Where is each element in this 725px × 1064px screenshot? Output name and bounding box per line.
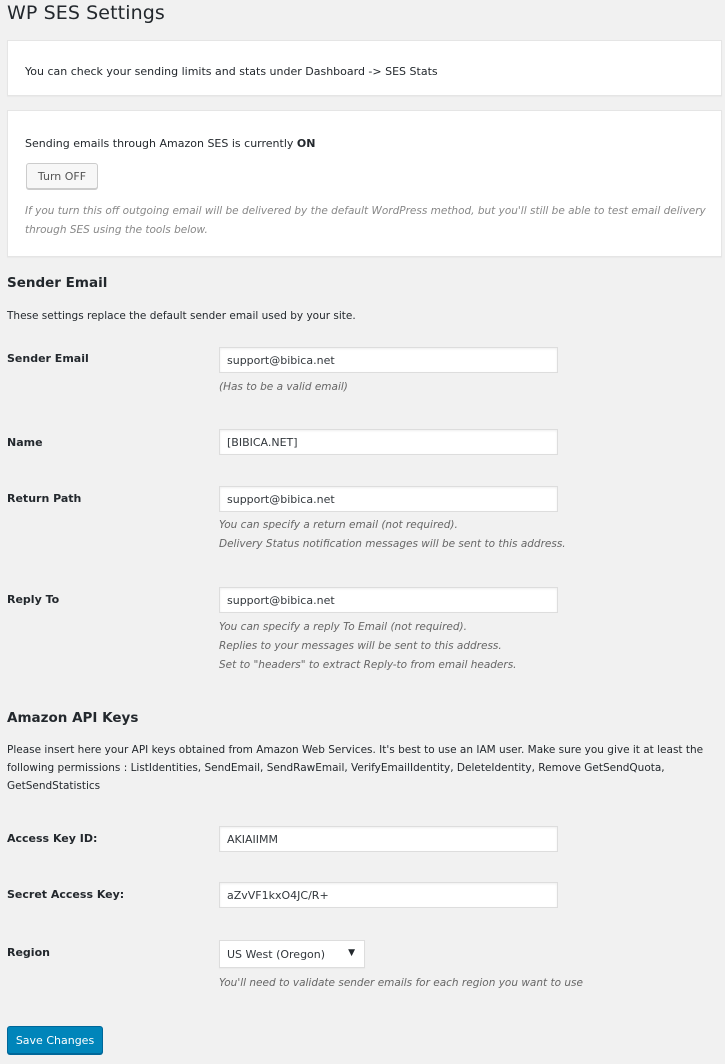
name-label: Name bbox=[7, 436, 43, 449]
status-state: ON bbox=[296, 137, 316, 150]
reply-to-help-line: Set to "headers" to extract Reply-to from email headers. bbox=[219, 659, 517, 671]
reply-to-input[interactable] bbox=[219, 587, 558, 613]
stats-notice bbox=[7, 40, 722, 96]
page-title: WP SES Settings bbox=[7, 2, 165, 24]
status-prefix: Sending emails through Amazon SES is currently bbox=[25, 137, 297, 150]
stats-notice-text: You can check your sending limits and stats under Dashboard -> SES Stats bbox=[25, 65, 438, 78]
reply-to-help bbox=[219, 618, 517, 675]
sender-email-label: Sender Email bbox=[7, 352, 89, 365]
reply-to-help-line: You can specify a reply To Email (not required). bbox=[219, 621, 467, 633]
amazon-api-keys-heading: Amazon API Keys bbox=[7, 710, 139, 726]
return-path-help-line: You can specify a return email (not required). bbox=[219, 519, 458, 531]
status-panel bbox=[7, 110, 722, 257]
region-label: Region bbox=[7, 946, 50, 959]
return-path-help bbox=[219, 516, 566, 554]
save-changes-button[interactable]: Save Changes bbox=[7, 1026, 103, 1054]
return-path-input[interactable] bbox=[219, 486, 558, 512]
reply-to-label: Reply To bbox=[7, 593, 60, 606]
secret-key-label: Secret Access Key: bbox=[7, 888, 125, 901]
access-key-label: Access Key ID: bbox=[7, 832, 98, 845]
region-help: You'll need to validate sender emails for each region you want to use bbox=[219, 977, 583, 989]
status-text bbox=[25, 137, 315, 150]
sender-email-help: (Has to be a valid email) bbox=[219, 381, 348, 393]
turn-off-button[interactable]: Turn OFF bbox=[26, 163, 98, 189]
status-description: If you turn this off outgoing email will be delivered by the default WordPress method, but you'll still be able to test email delivery through SES using the tools below. bbox=[25, 205, 706, 236]
sender-email-description: These settings replace the default sender email used by your site. bbox=[7, 310, 356, 322]
sender-email-heading: Sender Email bbox=[7, 275, 108, 291]
access-key-input[interactable] bbox=[219, 826, 558, 852]
return-path-help-line: Delivery Status notification messages will be sent to this address. bbox=[219, 538, 566, 550]
return-path-label: Return Path bbox=[7, 492, 82, 505]
sender-email-input[interactable] bbox=[219, 347, 558, 373]
region-select[interactable] bbox=[219, 940, 365, 968]
reply-to-help-line: Replies to your messages will be sent to this address. bbox=[219, 640, 502, 652]
amazon-api-keys-description: Please insert here your API keys obtained from Amazon Web Services. It's best to use an IAM user. Make sure you give it at least the following permissions : ListIdentities, SendEmail, SendRawEmail, VerifyEmailIdentity, DeleteIdentity, Remove GetSendQuota, GetSendStatistics bbox=[7, 744, 704, 792]
secret-key-input[interactable] bbox=[219, 882, 558, 908]
region-select-value: US West (Oregon) bbox=[227, 948, 326, 961]
name-input[interactable] bbox=[219, 429, 558, 455]
caret-down-icon: ▼ bbox=[348, 948, 355, 958]
